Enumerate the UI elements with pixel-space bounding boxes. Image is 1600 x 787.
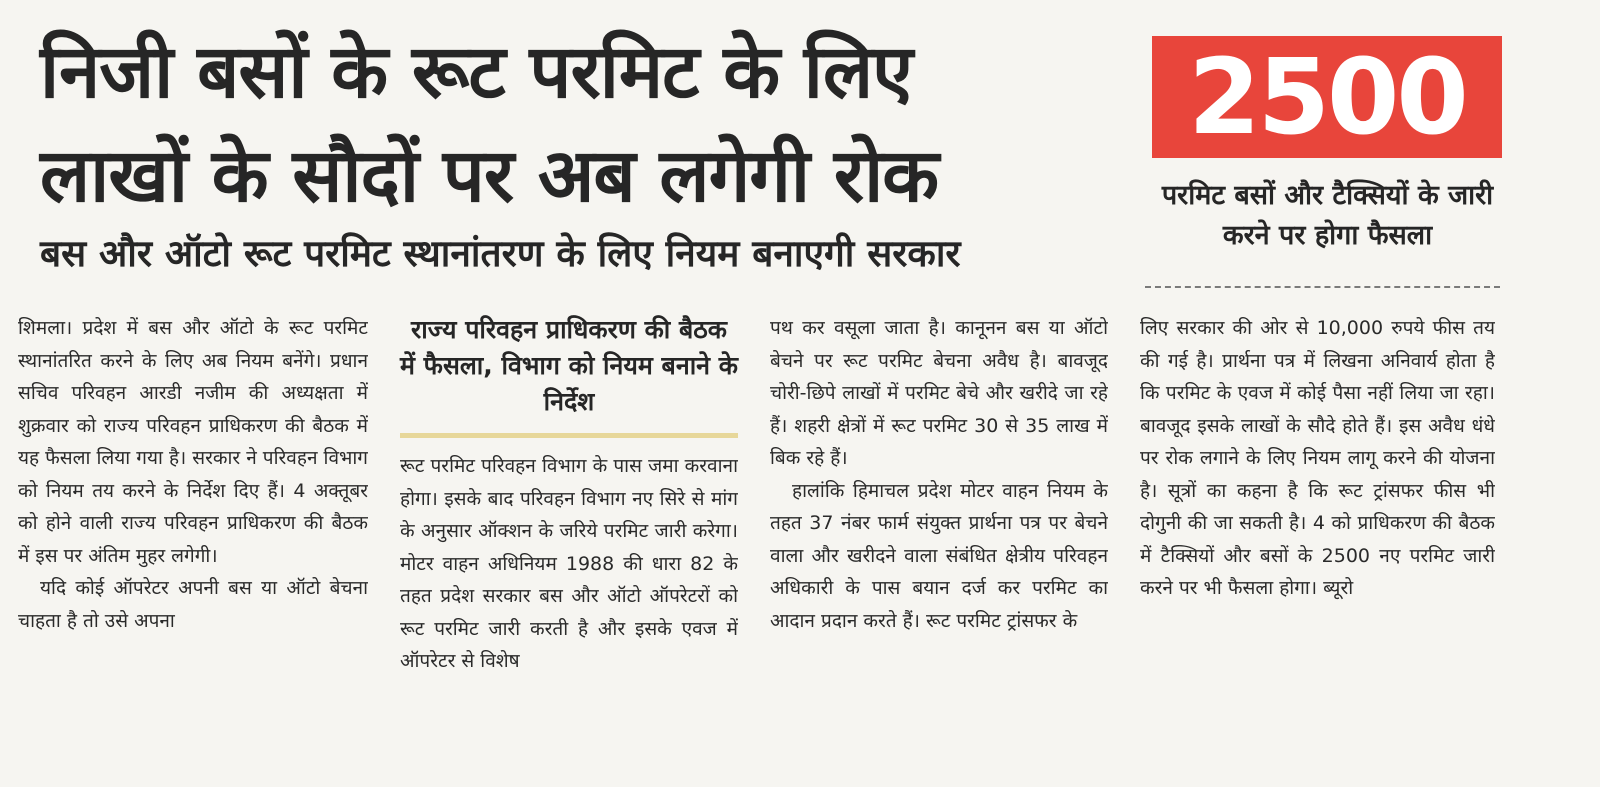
article-column-3 xyxy=(770,312,1108,782)
column-1-paragraph-2: यदि कोई ऑपरेटर अपनी बस या ऑटो बेचना चाहता है तो उसे अपना xyxy=(18,577,368,632)
article-column-2 xyxy=(400,450,738,780)
sidebar-headline: राज्य परिवहन प्राधिकरण की बैठक में फैसला, विभाग को नियम बनाने के निर्देश xyxy=(400,315,738,416)
subheadline: बस और ऑटो रूट परमिट स्थानांतरण के लिए नियम बनाएगी सरकार xyxy=(40,232,961,275)
column-2-paragraph-1: रूट परमिट परिवहन विभाग के पास जमा करवाना होगा। इसके बाद परिवहन विभाग नए सिरे से मांग के अनुसार ऑक्शन के जरिये परमिट जारी करेगा। मोटर वाहन अधिनियम 1988 की धारा 82 के तहत प्रदेश सरकार बस और ऑटो ऑपरेटरों को रूट परमिट जारी करती है और इसके एवज में ऑपरेटर से विशेष xyxy=(400,455,738,672)
headline-line-2: लाखों के सौदों पर अब लगेगी रोक xyxy=(40,133,939,219)
stat-number: 2500 xyxy=(1188,36,1466,158)
dashed-divider xyxy=(1145,286,1500,288)
column-3-paragraph-2: हालांकि हिमाचल प्रदेश मोटर वाहन नियम के तहत 37 नंबर फार्म संयुक्त प्रार्थना पत्र पर बेचने वाला और खरीदने वाला संबंधित क्षेत्रीय परिवहन अधिकारी के पास बयान दर्ज कर परमिट का आदान प्रदान करते हैं। रूट परमिट ट्रांसफर के xyxy=(770,479,1108,632)
headline-line-1: निजी बसों के रूट परमिट के लिए xyxy=(40,29,913,115)
column-1-paragraph-1: शिमला। प्रदेश में बस और ऑटो के रूट परमिट स्थानांतरित करने के लिए अब नियम बनेंगे। प्रधान सचिव परिवहन आरडी नजीम की अध्यक्षता में शुक्रवार को राज्य परिवहन प्राधिकरण की बैठक में यह फैसला लिया गया है। सरकार ने परिवहन विभाग को नियम तय करने के निर्देश दिए हैं। 4 अक्तूबर को होने वाली राज्य परिवहन प्राधिकरण की बैठक में इस पर अंतिम मुहर लगेगी। xyxy=(18,317,368,567)
column-4-paragraph-1: लिए सरकार की ओर से 10,000 रुपये फीस तय की गई है। प्रार्थना पत्र में लिखना अनिवार्य होता है कि परमिट के एवज में कोई पैसा नहीं लिया जा रहा। बावजूद इसके लाखों के सौदे होते हैं। इस अवैध धंधे पर रोक लगाने के लिए नियम लागू करने की योजना है। सूत्रों का कहना है कि रूट ट्रांसफर फीस भी दोगुनी की जा सकती है। 4 को प्राधिकरण की बैठक में टैक्सियों और बसों के 2500 नए परमिट जारी करने पर भी फैसला होगा। ब्यूरो xyxy=(1140,317,1495,599)
column-3-paragraph-1: पथ कर वसूला जाता है। कानूनन बस या ऑटो बेचने पर रूट परमिट बेचना अवैध है। बावजूद चोरी-छिपे लाखों में परमिट बेचे और खरीदे जा रहे हैं। शहरी क्षेत्रों में रूट परमिट 30 से 35 लाख में बिक रहे हैं। xyxy=(770,317,1108,469)
headline xyxy=(40,20,1130,228)
highlight-rule xyxy=(400,433,738,438)
article-column-1 xyxy=(18,312,368,782)
stat-caption: परमिट बसों और टैक्सियों के जारी करने पर होगा फैसला xyxy=(1161,180,1494,251)
article-column-4 xyxy=(1140,312,1495,782)
